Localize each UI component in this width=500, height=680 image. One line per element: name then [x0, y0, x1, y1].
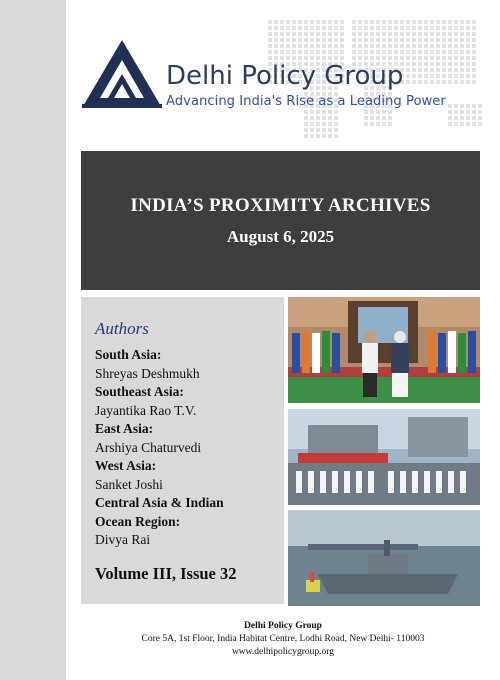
author-name: Jayantika Rao T.V.: [95, 402, 197, 418]
photo-naval-ceremony: [288, 409, 480, 505]
footer-website[interactable]: www.delhipolicygroup.org: [231, 647, 335, 657]
region-label: West Asia:: [95, 458, 157, 473]
region-label: East Asia:: [95, 421, 154, 436]
authors-heading: Authors: [95, 319, 149, 338]
report-title: INDIA’S PROXIMITY ARCHIVES: [130, 195, 431, 216]
left-grey-band: [0, 0, 66, 680]
footer: [66, 620, 500, 659]
author-name: Arshiya Chaturvedi: [95, 439, 202, 455]
footer-address: Core 5A, 1st Floor, India Habitat Centre, Lodhi Road, New Delhi- 110003: [141, 634, 425, 644]
region-label: Ocean Region:: [95, 513, 181, 529]
title-box: [81, 151, 480, 290]
region-label: Southeast Asia:: [95, 384, 184, 399]
footer-org: Delhi Policy Group: [244, 621, 322, 631]
dpg-logo-icon: [80, 38, 164, 110]
photo-warship: [288, 510, 480, 606]
region-label: South Asia:: [95, 347, 162, 362]
brand-tagline: Advancing India's Rise as a Leading Power: [166, 94, 446, 109]
volume-issue: Volume III, Issue 32: [95, 564, 237, 583]
author-name: Shreyas Deshmukh: [95, 365, 200, 381]
region-label: Central Asia & Indian: [95, 495, 224, 510]
report-date: August 6, 2025: [226, 227, 335, 246]
brand-name: Delhi Policy Group: [166, 61, 404, 91]
author-name: Sanket Joshi: [95, 476, 163, 492]
photo-handshake: [288, 297, 480, 403]
author-name: Divya Rai: [95, 532, 151, 547]
authors-panel: [81, 297, 284, 604]
